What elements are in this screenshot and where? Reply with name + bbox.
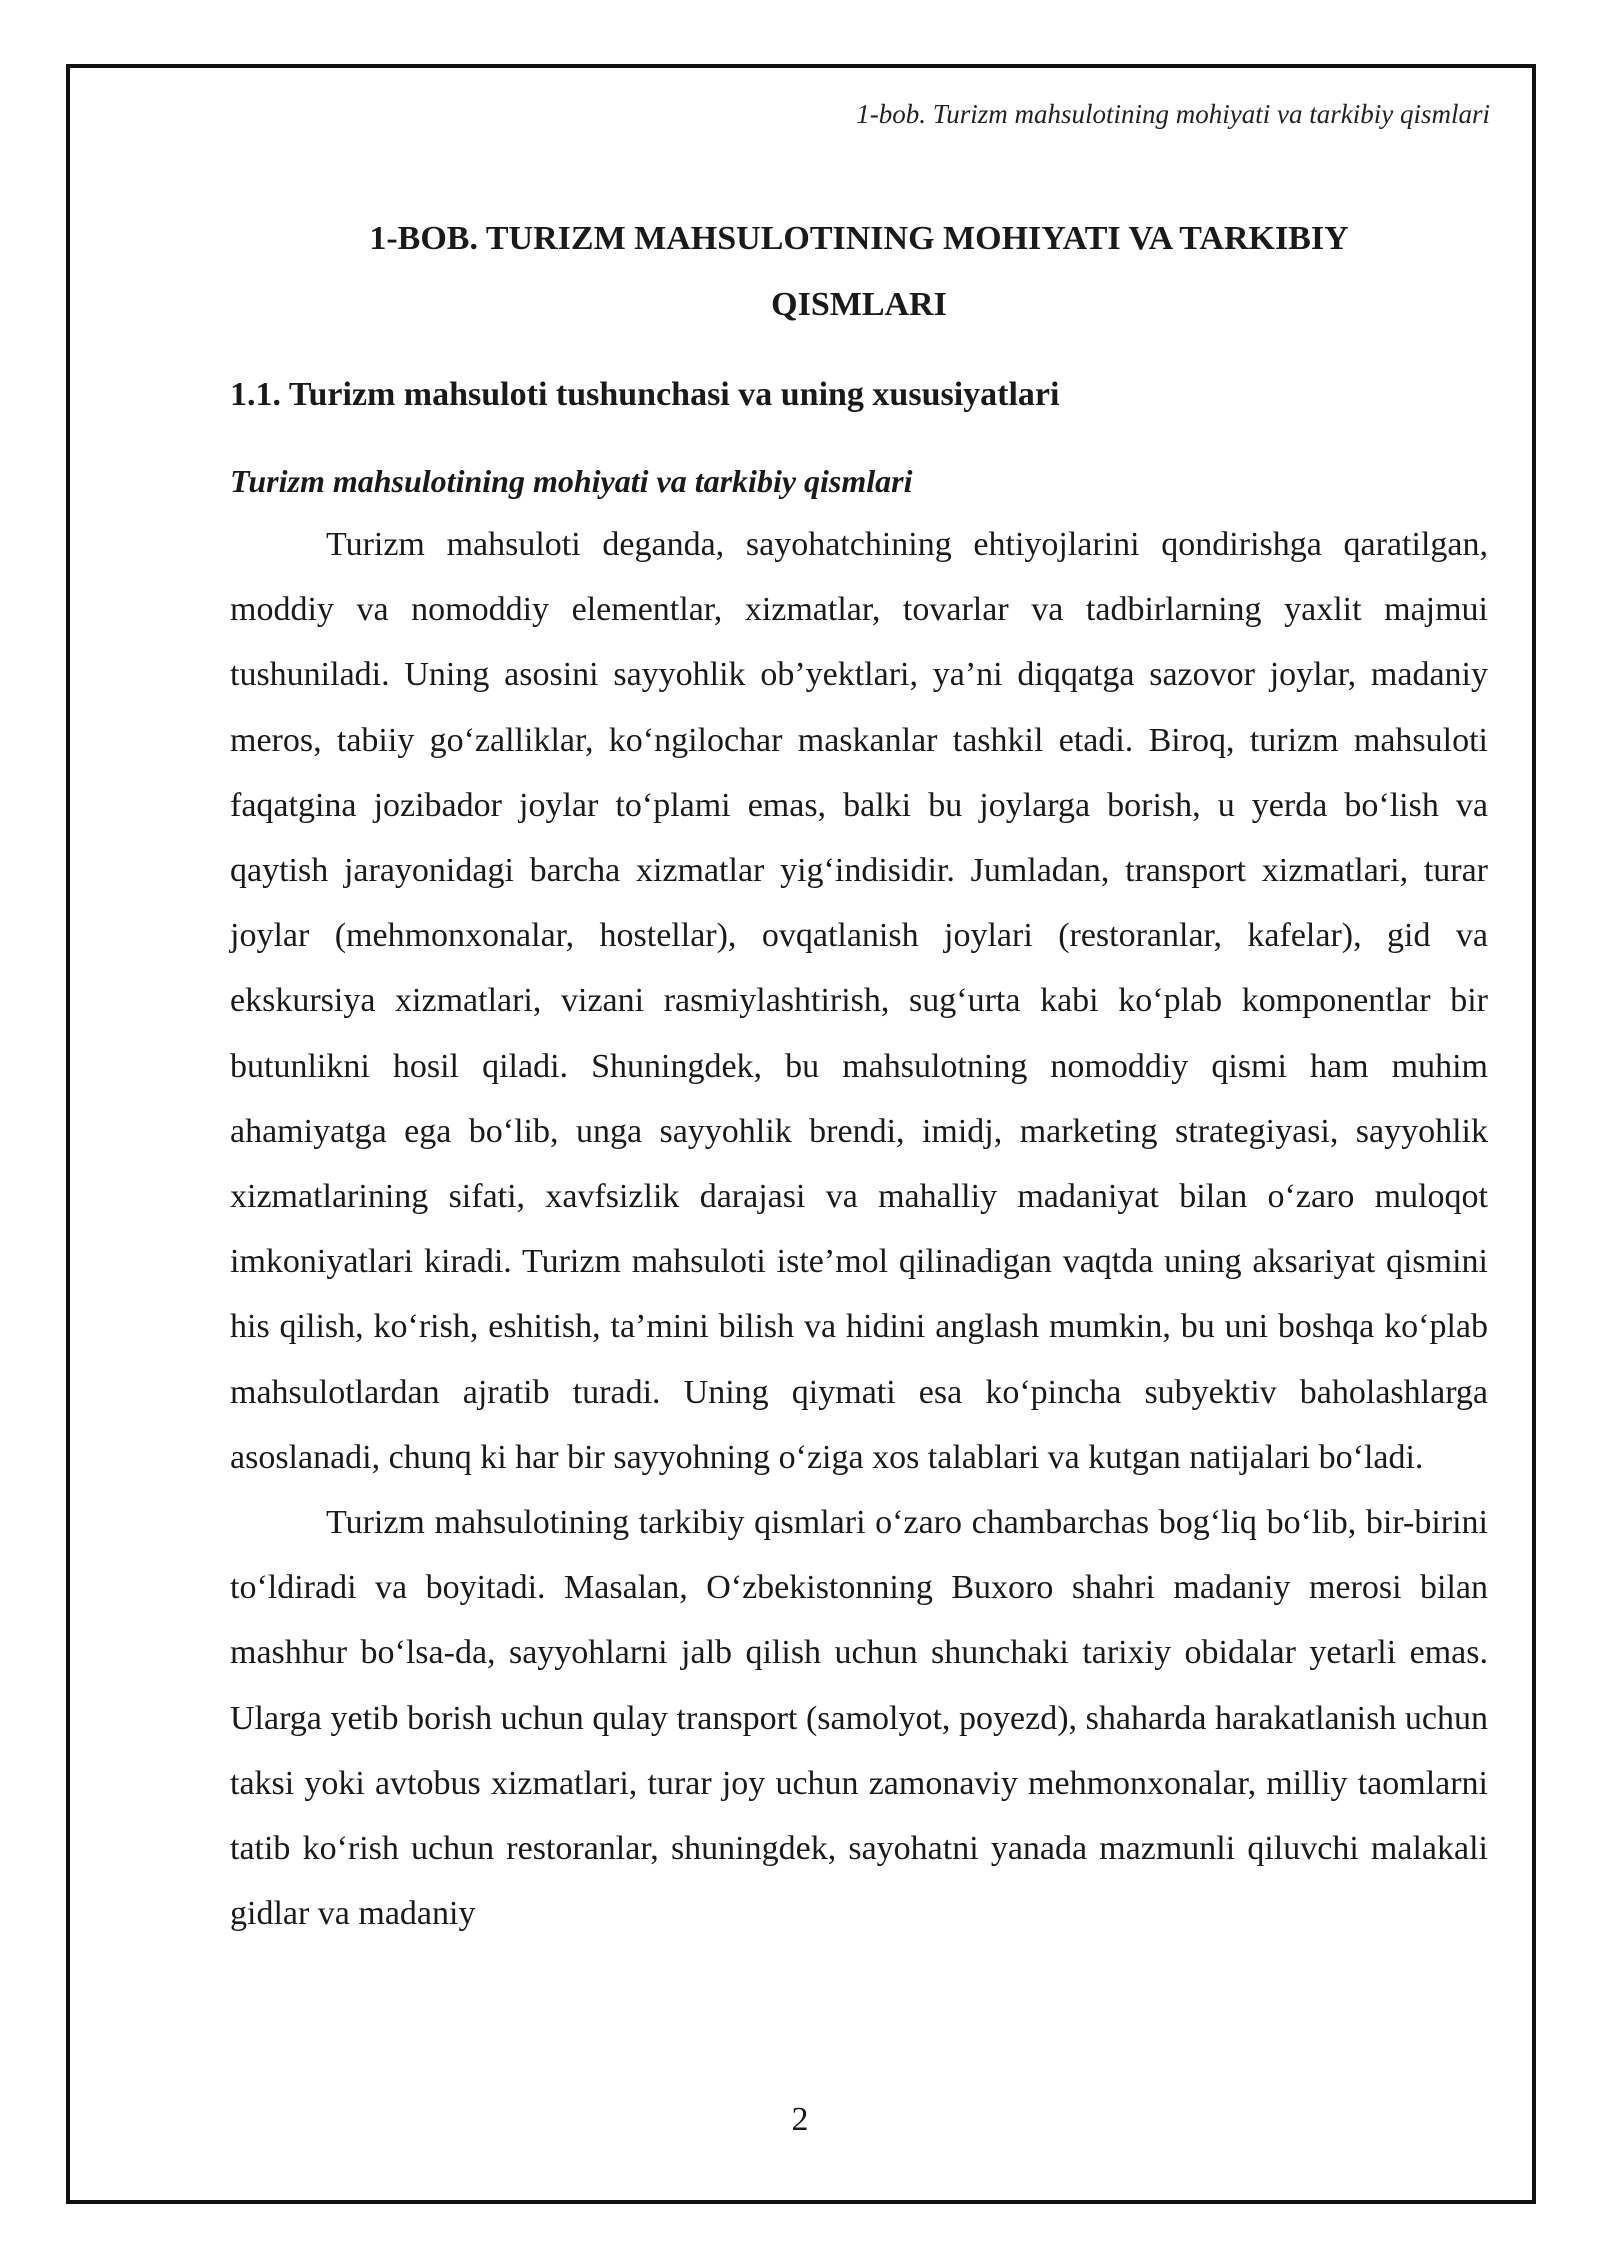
page-content bbox=[230, 206, 1488, 1946]
subsection-title: Turizm mahsulotining mohiyati va tarkibiy qismlari bbox=[230, 463, 913, 499]
section-title: 1.1. Turizm mahsuloti tushunchasi va uning xususiyatlari bbox=[230, 376, 1060, 413]
running-header: 1-bob. Turizm mahsulotining mohiyati va tarkibiy qismlari bbox=[856, 99, 1490, 129]
body-paragraph-2: Turizm mahsulotining tarkibiy qismlari o‘zaro chambarchas bog‘liq bo‘lib, bir-birini to‘ldiradi va boyitadi. Masalan, O‘zbekistonning Buxoro shahri madaniy merosi bilan mashhur bo‘lsa-da, sayyohlarni jalb qilish uchun shunchaki tarixiy obidalar yetarli emas. Ularga yetib borish uchun qulay transport (samolyot, poyezd), shaharda harakatlanish uchun taksi yoki avtobus xizmatlari, turar joy uchun zamonaviy mehmonxonalar, milliy taomlarni tatib ko‘rish uchun restoranlar, shuningdek, sayohatni yanada mazmunli qiluvchi malakali gidlar va madaniy bbox=[230, 1504, 1488, 1933]
page-number: 2 bbox=[791, 2101, 809, 2138]
chapter-title: 1-BOB. TURIZM MAHSULOTINING MOHIYATI VA TARKIBIY QISMLARI bbox=[369, 220, 1349, 323]
body-paragraph-1: Turizm mahsuloti deganda, sayohatchining ehtiyojlarini qondirishga qaratilgan, moddiy va nomoddiy elementlar, xizmatlar, tovarlar va tadbirlarning yaxlit majmui tushuniladi. Uning asosini sayyohlik ob’yektlari, ya’ni diqqatga sazovor joylar, madaniy meros, tabiiy go‘zalliklar, ko‘ngilochar maskanlar tashkil etadi. Biroq, turizm mahsuloti faqatgina jozibador joylar to‘plami emas, balki bu joylarga borish, u yerda bo‘lish va qaytish jarayonidagi barcha xizmatlar yig‘indisidir. Jumladan, transport xizmatlari, turar joylar (mehmonxonalar, hostellar), ovqatlanish joylari (restoranlar, kafelar), gid va ekskursiya xizmatlari, vizani rasmiylashtirish, sug‘urta kabi ko‘plab komponentlar bir butunlikni hosil qiladi. Shuningdek, bu mahsulotning nomoddiy qismi ham muhim ahamiyatga ega bo‘lib, unga sayyohlik brendi, imidj, marketing strategiyasi, sayyohlik xizmatlarining sifati, xavfsizlik darajasi va mahalliy madaniyat bilan o‘zaro muloqot imkoniyatlari kiradi. Turizm mahsuloti iste’mol qilinadigan vaqtda uning aksariyat qismini his qilish, ko‘rish, eshitish, ta’mini bilish va hidini anglash mumkin, bu uni boshqa ko‘plab mahsulotlardan ajratib turadi. Uning qiymati esa ko‘pincha subyektiv baholashlarga asoslanadi, chunq ki har bir sayyohning o‘ziga xos talablari va kutgan natijalari bo‘ladi. bbox=[230, 526, 1488, 1476]
